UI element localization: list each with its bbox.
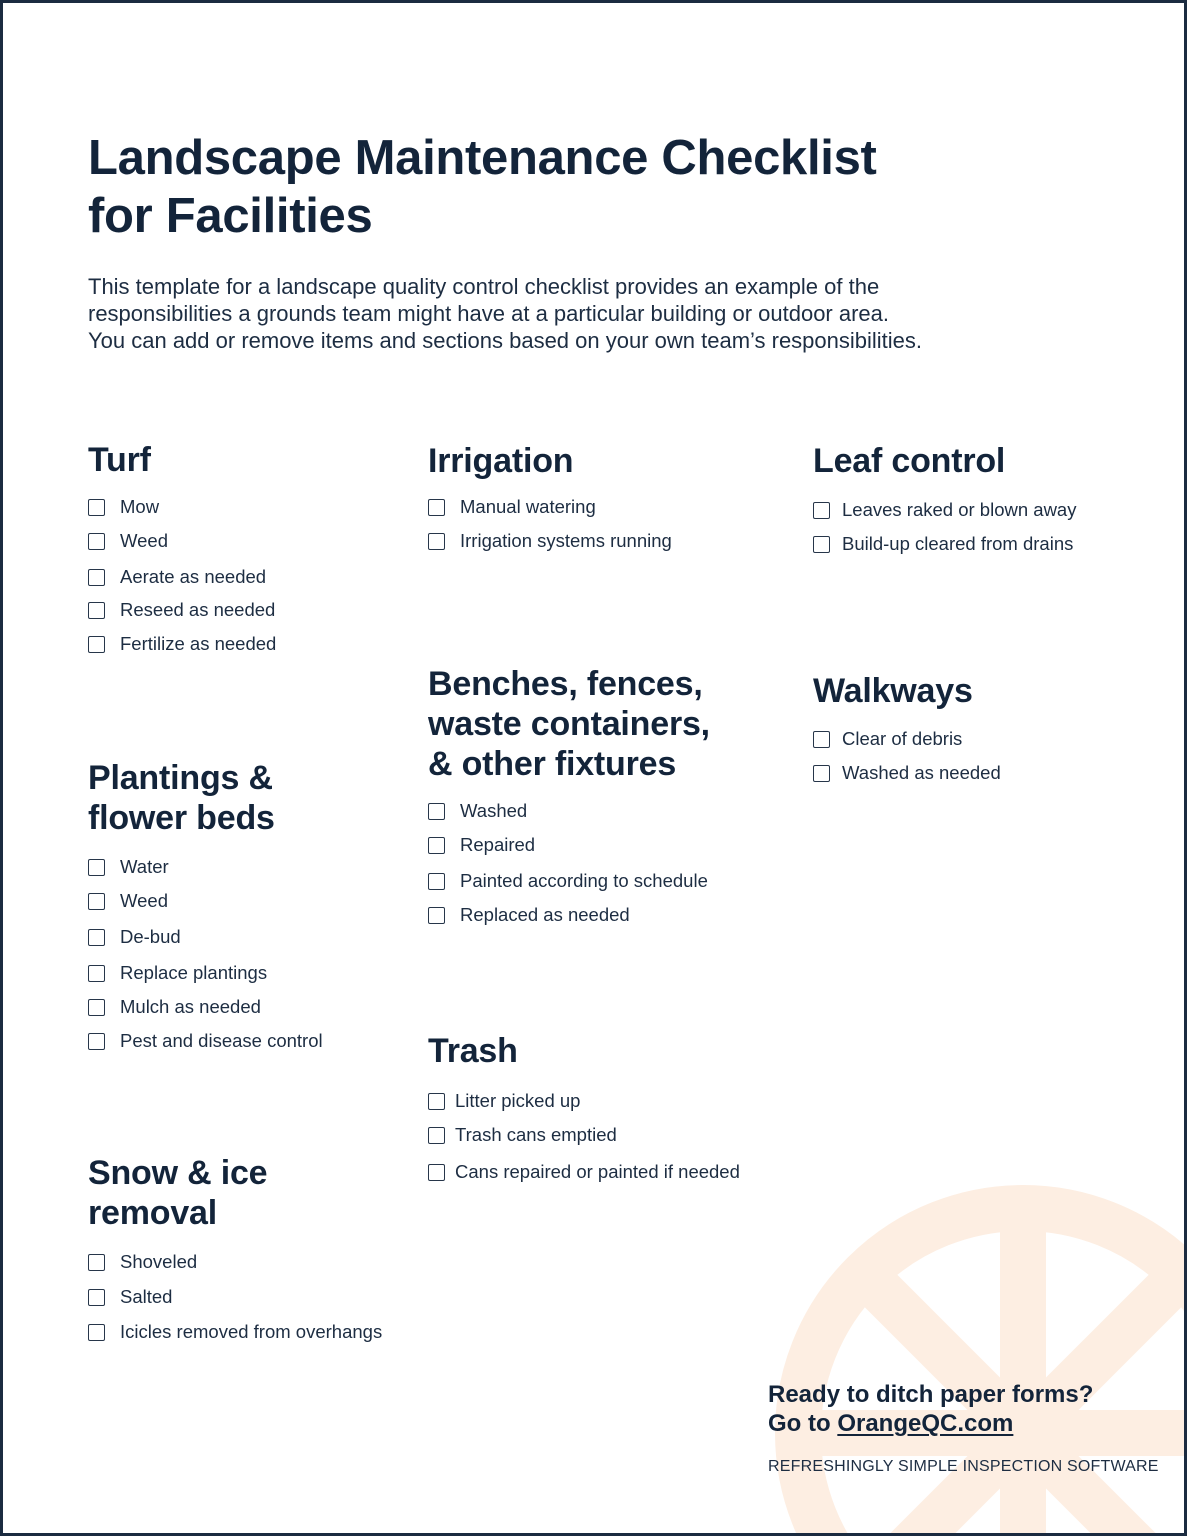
checkbox-icon[interactable] xyxy=(813,731,830,748)
item-label: Litter picked up xyxy=(455,1090,581,1111)
item-label: Shoveled xyxy=(120,1251,198,1272)
section-plantings xyxy=(88,758,323,1051)
checklist-item[interactable] xyxy=(88,1321,382,1343)
section-turf xyxy=(88,440,277,654)
checklist-item[interactable] xyxy=(88,530,168,552)
checklist-item[interactable] xyxy=(88,926,181,948)
heading-line-1: Benches, fences, xyxy=(428,665,703,703)
checklist-item[interactable] xyxy=(813,499,1076,521)
section-heading: Leaf control xyxy=(813,442,1006,480)
checklist-item[interactable] xyxy=(88,1030,323,1052)
item-label: Repaired xyxy=(460,834,536,855)
heading-line-1: Plantings & xyxy=(88,759,273,797)
item-label: Mow xyxy=(120,496,160,517)
checkbox-icon[interactable] xyxy=(428,873,445,890)
checklist-item[interactable] xyxy=(428,496,596,518)
cta-prefix: Go to xyxy=(768,1410,831,1437)
checkbox-icon[interactable] xyxy=(428,1164,445,1181)
section-heading: Trash xyxy=(428,1032,518,1070)
checkbox-icon[interactable] xyxy=(88,929,105,946)
item-label: Cans repaired or painted if needed xyxy=(455,1161,740,1182)
section-heading xyxy=(88,1153,267,1233)
checkbox-icon[interactable] xyxy=(428,837,445,854)
intro-paragraph xyxy=(88,273,1048,354)
item-label: Replace plantings xyxy=(120,962,268,983)
cta-line-1: Ready to ditch paper forms? xyxy=(768,1381,1094,1408)
checkbox-icon[interactable] xyxy=(88,533,105,550)
section-heading xyxy=(428,664,710,784)
checklist-item[interactable] xyxy=(428,1090,580,1112)
checkbox-icon[interactable] xyxy=(88,1033,105,1050)
checklist-item[interactable] xyxy=(428,530,672,552)
item-label: Salted xyxy=(120,1286,173,1307)
checklist-item[interactable] xyxy=(813,728,962,750)
section-walkways xyxy=(813,671,1001,783)
intro-line-1: This template for a landscape quality control checklist provides an example of the xyxy=(88,274,880,299)
checkbox-icon[interactable] xyxy=(88,859,105,876)
checkbox-icon[interactable] xyxy=(88,1289,105,1306)
checklist-item[interactable] xyxy=(88,856,169,878)
checkbox-icon[interactable] xyxy=(428,803,445,820)
item-label: Pest and disease control xyxy=(120,1030,323,1051)
item-label: Washed as needed xyxy=(842,762,1001,783)
title-line-2: for Facilities xyxy=(88,189,373,243)
item-label: Painted according to schedule xyxy=(460,870,708,891)
checkbox-icon[interactable] xyxy=(428,907,445,924)
footer-cta xyxy=(768,1380,1159,1476)
intro-line-2: responsibilities a grounds team might have at a particular building or outdoor area. xyxy=(88,301,890,326)
checkbox-icon[interactable] xyxy=(88,569,105,586)
tagline: REFRESHINGLY SIMPLE INSPECTION SOFTWARE xyxy=(768,1458,1159,1475)
checkbox-icon[interactable] xyxy=(88,965,105,982)
section-leaf-control xyxy=(813,441,1077,554)
item-label: Trash cans emptied xyxy=(455,1124,617,1145)
section-heading: Irrigation xyxy=(428,442,574,480)
section-snow xyxy=(88,1153,383,1342)
item-label: Aerate as needed xyxy=(120,566,267,587)
item-label: Water xyxy=(120,856,169,877)
section-heading xyxy=(88,758,275,838)
checklist-item[interactable] xyxy=(428,834,535,856)
section-irrigation xyxy=(428,441,672,551)
checkbox-icon[interactable] xyxy=(813,536,830,553)
checklist-item[interactable] xyxy=(88,1286,172,1308)
checkbox-icon[interactable] xyxy=(428,533,445,550)
checkbox-icon[interactable] xyxy=(88,999,105,1016)
item-label: Manual watering xyxy=(460,496,596,517)
checkbox-icon[interactable] xyxy=(88,602,105,619)
checklist-item[interactable] xyxy=(88,890,168,912)
section-trash xyxy=(428,1031,740,1182)
item-label: Clear of debris xyxy=(842,728,963,749)
checkbox-icon[interactable] xyxy=(813,502,830,519)
section-heading: Turf xyxy=(88,441,151,479)
item-label: Weed xyxy=(120,890,168,911)
intro-line-3: You can add or remove items and sections based on your own team’s responsibilities. xyxy=(88,328,923,353)
item-label: Build-up cleared from drains xyxy=(842,533,1074,554)
item-label: De-bud xyxy=(120,926,181,947)
checklist-item[interactable] xyxy=(428,1124,617,1146)
item-label: Mulch as needed xyxy=(120,996,261,1017)
heading-line-2: removal xyxy=(88,1194,218,1232)
heading-line-2: flower beds xyxy=(88,799,275,837)
orange-slice-watermark-icon xyxy=(763,1173,1187,1536)
checkbox-icon[interactable] xyxy=(428,499,445,516)
checkbox-icon[interactable] xyxy=(88,636,105,653)
checklist-item[interactable] xyxy=(88,566,266,588)
checklist-item[interactable] xyxy=(88,633,276,655)
heading-line-2: waste containers, xyxy=(428,705,710,743)
checklist-item[interactable] xyxy=(88,496,159,518)
checkbox-icon[interactable] xyxy=(88,1254,105,1271)
section-fixtures xyxy=(428,664,710,925)
checkbox-icon[interactable] xyxy=(88,1324,105,1341)
item-label: Leaves raked or blown away xyxy=(842,499,1077,520)
cta-line-2 xyxy=(768,1409,1159,1438)
item-label: Fertilize as needed xyxy=(120,633,277,654)
heading-line-3: & other fixtures xyxy=(428,745,677,783)
item-label: Washed xyxy=(460,800,528,821)
title-line-1: Landscape Maintenance Checklist xyxy=(88,131,877,185)
page-title xyxy=(88,129,877,245)
checklist-item[interactable] xyxy=(428,1161,740,1183)
item-label: Replaced as needed xyxy=(460,904,630,925)
checklist-item[interactable] xyxy=(813,533,1073,555)
item-label: Reseed as needed xyxy=(120,599,276,620)
checklist-item[interactable] xyxy=(88,1251,197,1273)
section-heading: Walkways xyxy=(813,672,973,710)
checklist-item[interactable] xyxy=(88,962,267,984)
checklist-item[interactable] xyxy=(428,800,527,822)
item-label: Icicles removed from overhangs xyxy=(120,1321,383,1342)
checkbox-icon[interactable] xyxy=(88,893,105,910)
checklist-item[interactable] xyxy=(88,599,275,621)
checkbox-icon[interactable] xyxy=(813,765,830,782)
checklist-item[interactable] xyxy=(428,870,708,892)
checkbox-icon[interactable] xyxy=(88,499,105,516)
heading-line-1: Snow & ice xyxy=(88,1154,268,1192)
checklist-item[interactable] xyxy=(813,762,1001,784)
item-label: Irrigation systems running xyxy=(460,530,672,551)
orangeqc-link[interactable]: OrangeQC.com xyxy=(837,1410,1014,1437)
checkbox-icon[interactable] xyxy=(428,1127,445,1144)
checklist-item[interactable] xyxy=(88,996,261,1018)
checkbox-icon[interactable] xyxy=(428,1093,445,1110)
item-label: Weed xyxy=(120,530,168,551)
checklist-item[interactable] xyxy=(428,904,630,926)
